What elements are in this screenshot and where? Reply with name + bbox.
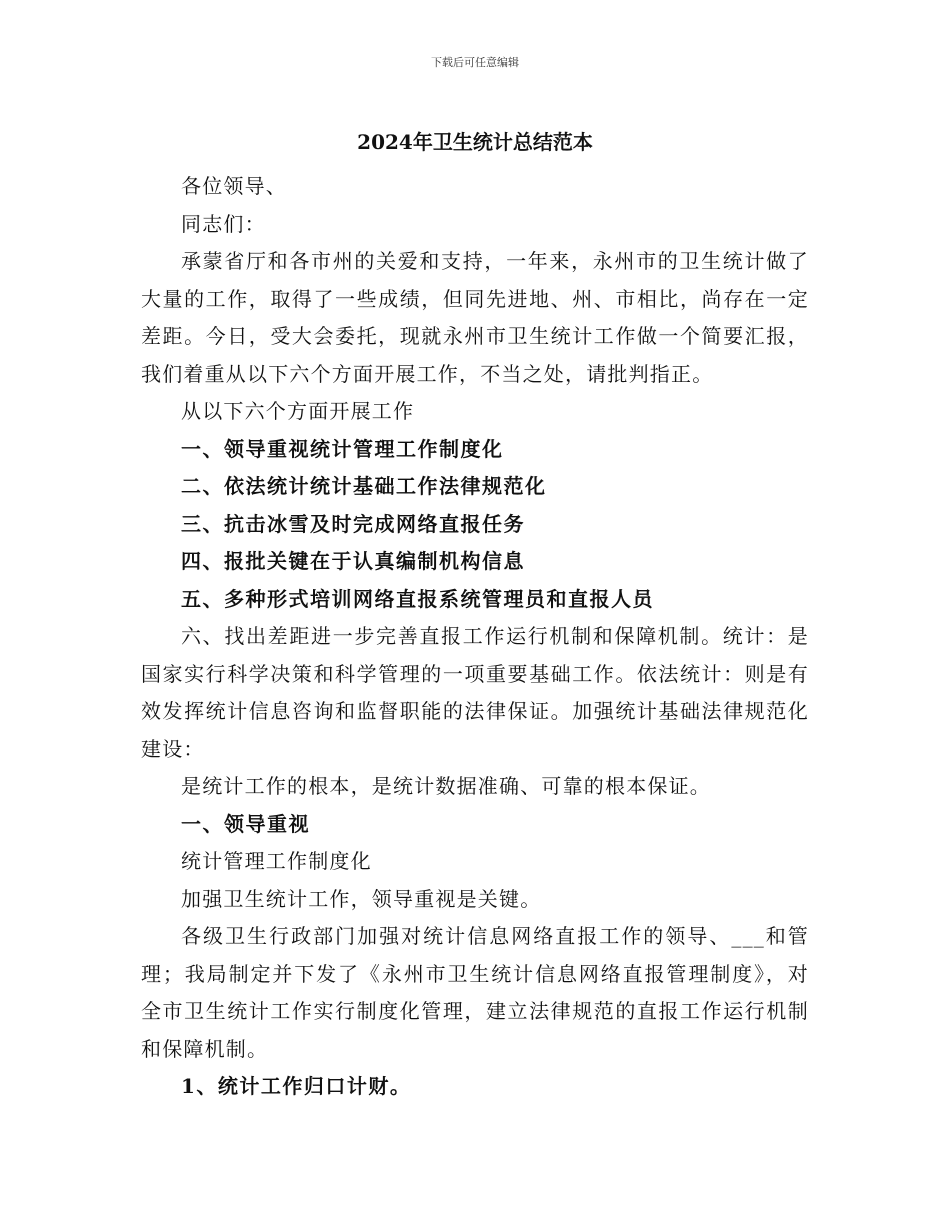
paragraph: 从以下六个方面开展工作 bbox=[181, 399, 415, 423]
document-body bbox=[141, 168, 809, 1106]
paragraph: 承蒙省厅和各市州的关爱和支持，一年来，永州市的卫生统计做了大量的工作，取得了一些成绩，但同先进地、州、市相比，尚存在一定差距。今日，受大会委托，现就永州市卫生统计工作做一个简要汇报，我们着重从以下六个方面开展工作，不当之处，请批判指正。 bbox=[141, 249, 809, 386]
document-title: 2024年卫生统计总结范本 bbox=[357, 130, 593, 154]
paragraph: 各位领导、 bbox=[181, 174, 287, 198]
paragraph: 加强卫生统计工作，领导重视是关键。 bbox=[181, 886, 542, 911]
paragraph: 同志们： bbox=[181, 211, 266, 236]
section-heading: 1、统计工作归口计财。 bbox=[181, 1074, 412, 1098]
section-heading: 一、领导重视 bbox=[181, 811, 310, 836]
paragraph: 六、找出差距进一步完善直报工作运行机制和保障机制。统计：是国家实行科学决策和科学管理的一项重要基础工作。依法统计：则是有效发挥统计信息咨询和监督职能的法律保证。加强统计基础法律规范化建设： bbox=[141, 624, 809, 761]
section-heading: 一、领导重视统计管理工作制度化 bbox=[181, 436, 504, 461]
page-header: 下载后可任意编辑 bbox=[431, 56, 519, 69]
section-heading: 五、多种形式培训网络直报系统管理员和直报人员 bbox=[181, 586, 654, 611]
section-heading: 二、依法统计统计基础工作法律规范化 bbox=[181, 474, 547, 498]
section-heading: 三、抗击冰雪及时完成网络直报任务 bbox=[181, 511, 525, 536]
paragraph: 各级卫生行政部门加强对统计信息网络直报工作的领导、___和管理；我局制定并下发了《永州市卫生统计信息网络直报管理制度》，对全市卫生统计工作实行制度化管理，建立法律规范的直报工作运行机制和保障机制。 bbox=[141, 924, 809, 1061]
paragraph: 是统计工作的根本，是统计数据准确、可靠的根本保证。 bbox=[181, 774, 711, 798]
paragraph: 统计管理工作制度化 bbox=[181, 849, 372, 873]
section-heading: 四、报批关键在于认真编制机构信息 bbox=[181, 549, 525, 573]
